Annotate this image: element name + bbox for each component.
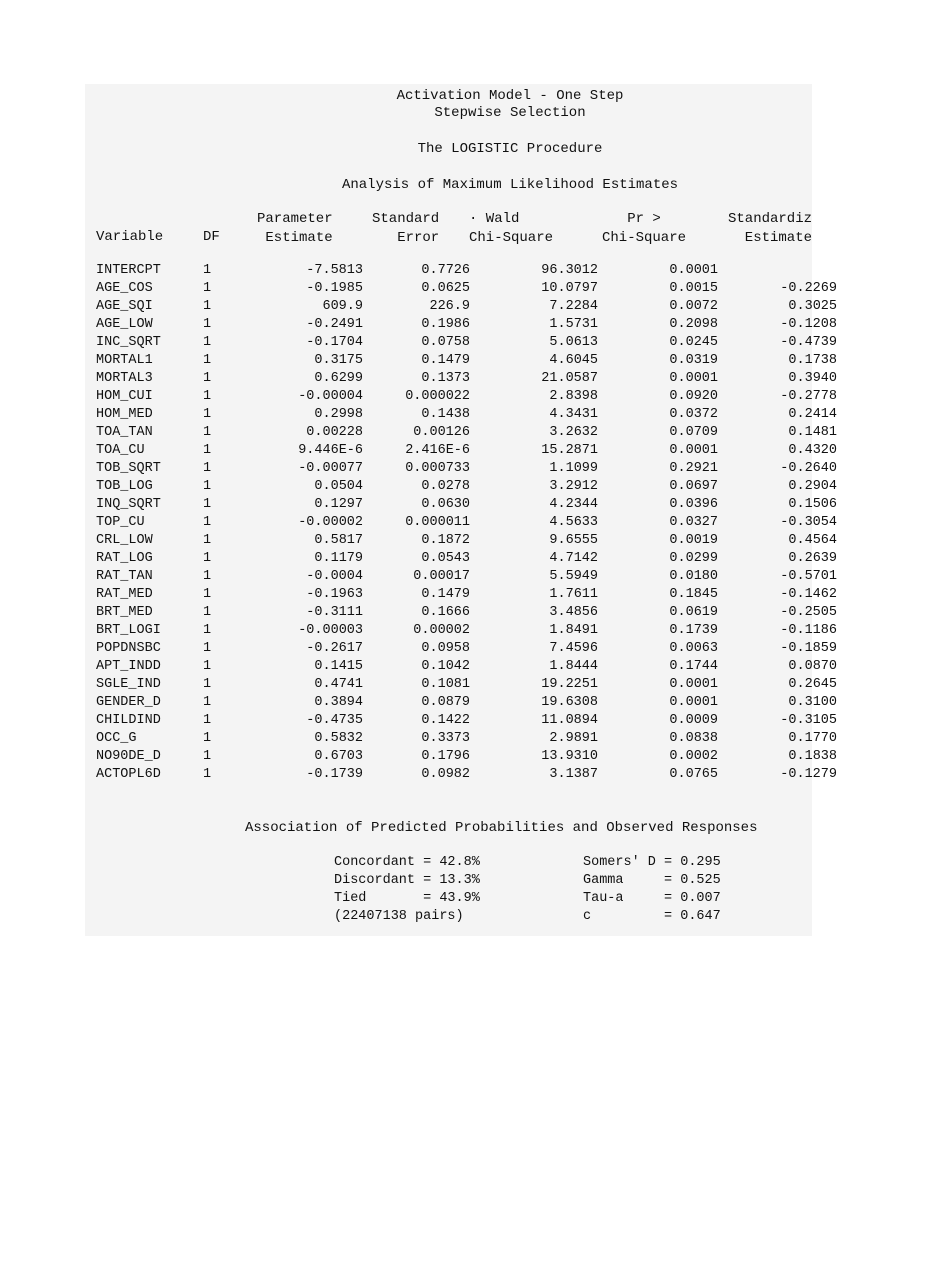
df-cell: 1 — [203, 497, 212, 512]
pr-chi-square-cell: 0.0920 — [669, 389, 718, 404]
standard-error-cell: 0.0278 — [421, 479, 470, 494]
standardized-estimate-cell: 0.3100 — [788, 695, 837, 710]
df-cell: 1 — [203, 263, 212, 278]
wald-chi-square-cell: 7.4596 — [549, 641, 598, 656]
estimate-cell: -0.1985 — [306, 281, 363, 296]
wald-chi-square-cell: 11.0894 — [541, 713, 598, 728]
df-cell: 1 — [203, 353, 212, 368]
standard-error-cell: 0.00017 — [413, 569, 470, 584]
wald-chi-square-cell: 3.1387 — [549, 767, 598, 782]
pr-chi-square-cell: 0.0396 — [669, 497, 718, 512]
variable-cell: TOB_LOG — [96, 479, 153, 494]
col-std: Standardiz Estimate — [728, 211, 813, 246]
standardized-estimate-cell: 0.2639 — [788, 551, 837, 566]
wald-chi-square-cell: 4.7142 — [549, 551, 598, 566]
variable-cell: TOA_TAN — [96, 425, 153, 440]
variable-cell: NO90DE_D — [96, 749, 161, 764]
table-row — [85, 694, 845, 712]
df-cell: 1 — [203, 569, 212, 584]
table-row — [85, 388, 845, 406]
pr-chi-square-cell: 0.0697 — [669, 479, 718, 494]
printout-scan — [85, 84, 837, 936]
variable-cell: HOM_CUI — [96, 389, 153, 404]
standard-error-cell: 0.1373 — [421, 371, 470, 386]
pr-chi-square-cell: 0.0002 — [669, 749, 718, 764]
procedure-name: The LOGISTIC Procedure — [417, 141, 603, 157]
standardized-estimate-cell: 0.2414 — [788, 407, 837, 422]
table-row — [85, 298, 845, 316]
col-pr: Pr > Chi-Square — [602, 211, 687, 246]
estimate-cell: -0.1963 — [306, 587, 363, 602]
df-cell: 1 — [203, 587, 212, 602]
wald-chi-square-cell: 7.2284 — [549, 299, 598, 314]
estimate-cell: -0.00004 — [298, 389, 363, 404]
standardized-estimate-cell: -0.3105 — [780, 713, 837, 728]
df-cell: 1 — [203, 533, 212, 548]
table-row — [85, 730, 845, 748]
wald-chi-square-cell: 2.8398 — [549, 389, 598, 404]
df-cell: 1 — [203, 551, 212, 566]
pr-chi-square-cell: 0.0001 — [669, 263, 718, 278]
pr-chi-square-cell: 0.0619 — [669, 605, 718, 620]
standard-error-cell: 0.0958 — [421, 641, 470, 656]
estimate-cell: -0.00003 — [298, 623, 363, 638]
estimate-cell: -0.00002 — [298, 515, 363, 530]
df-cell: 1 — [203, 749, 212, 764]
standardized-estimate-cell: -0.1859 — [780, 641, 837, 656]
df-cell: 1 — [203, 479, 212, 494]
wald-chi-square-cell: 1.7611 — [549, 587, 598, 602]
pr-chi-square-cell: 0.0327 — [669, 515, 718, 530]
pr-chi-square-cell: 0.0709 — [669, 425, 718, 440]
wald-chi-square-cell: 4.3431 — [549, 407, 598, 422]
df-cell: 1 — [203, 623, 212, 638]
variable-cell: HOM_MED — [96, 407, 153, 422]
estimate-cell: -0.2491 — [306, 317, 363, 332]
discordant-stat: Discordant = 13.3% — [334, 873, 480, 888]
df-cell: 1 — [203, 371, 212, 386]
estimate-cell: -0.00077 — [298, 461, 363, 476]
gamma-stat: Gamma = 0.525 — [583, 873, 721, 888]
pr-chi-square-cell: 0.2098 — [669, 317, 718, 332]
estimate-cell: 0.3175 — [314, 353, 363, 368]
standardized-estimate-cell: 0.3940 — [788, 371, 837, 386]
pr-chi-square-cell: 0.0009 — [669, 713, 718, 728]
standardized-estimate-cell: -0.2269 — [780, 281, 837, 296]
estimate-cell: -0.1704 — [306, 335, 363, 350]
table-row — [85, 676, 845, 694]
standard-error-cell: 0.1666 — [421, 605, 470, 620]
estimate-cell: 0.1415 — [314, 659, 363, 674]
standardized-estimate-cell: 0.4320 — [788, 443, 837, 458]
table-row — [85, 568, 845, 586]
wald-chi-square-cell: 5.0613 — [549, 335, 598, 350]
df-cell: 1 — [203, 335, 212, 350]
standard-error-cell: 0.1438 — [421, 407, 470, 422]
df-cell: 1 — [203, 389, 212, 404]
col-estimate: Parameter Estimate — [257, 211, 333, 246]
estimates-table — [85, 262, 845, 784]
variable-cell: CRL_LOW — [96, 533, 153, 548]
estimate-cell: 609.9 — [322, 299, 363, 314]
standard-error-cell: 0.3373 — [421, 731, 470, 746]
standardized-estimate-cell: 0.1838 — [788, 749, 837, 764]
estimate-cell: 0.00228 — [306, 425, 363, 440]
col-wald: · Wald Chi-Square — [469, 211, 554, 246]
standardized-estimate-cell: 0.1738 — [788, 353, 837, 368]
wald-chi-square-cell: 5.5949 — [549, 569, 598, 584]
table-row — [85, 766, 845, 784]
standard-error-cell: 0.0543 — [421, 551, 470, 566]
variable-cell: APT_INDD — [96, 659, 161, 674]
estimate-cell: -0.1739 — [306, 767, 363, 782]
estimate-cell: 0.4741 — [314, 677, 363, 692]
pr-chi-square-cell: 0.0319 — [669, 353, 718, 368]
wald-chi-square-cell: 1.8444 — [549, 659, 598, 674]
table-row — [85, 370, 845, 388]
variable-cell: RAT_TAN — [96, 569, 153, 584]
standardized-estimate-cell: -0.2778 — [780, 389, 837, 404]
pr-chi-square-cell: 0.0245 — [669, 335, 718, 350]
standard-error-cell: 0.1872 — [421, 533, 470, 548]
standardized-estimate-cell: 0.2645 — [788, 677, 837, 692]
pr-chi-square-cell: 0.0001 — [669, 695, 718, 710]
standardized-estimate-cell: 0.0870 — [788, 659, 837, 674]
estimate-cell: 0.0504 — [314, 479, 363, 494]
table-row — [85, 424, 845, 442]
pr-chi-square-cell: 0.0372 — [669, 407, 718, 422]
standardized-estimate-cell: -0.1279 — [780, 767, 837, 782]
pr-chi-square-cell: 0.0299 — [669, 551, 718, 566]
estimate-cell: 0.6299 — [314, 371, 363, 386]
wald-chi-square-cell: 19.2251 — [541, 677, 598, 692]
variable-cell: INQ_SQRT — [96, 497, 161, 512]
concordant-stat: Concordant = 42.8% — [334, 855, 480, 870]
standard-error-cell: 0.0879 — [421, 695, 470, 710]
wald-chi-square-cell: 19.6308 — [541, 695, 598, 710]
standard-error-cell: 226.9 — [429, 299, 470, 314]
table-row — [85, 658, 845, 676]
standard-error-cell: 0.00002 — [413, 623, 470, 638]
standard-error-cell: 0.1796 — [421, 749, 470, 764]
standard-error-cell: 0.0758 — [421, 335, 470, 350]
estimate-cell: 0.1297 — [314, 497, 363, 512]
estimate-cell: 0.2998 — [314, 407, 363, 422]
wald-chi-square-cell: 1.5731 — [549, 317, 598, 332]
table-row — [85, 550, 845, 568]
somers-d-stat: Somers' D = 0.295 — [583, 855, 721, 870]
standard-error-cell: 0.1081 — [421, 677, 470, 692]
estimate-cell: -7.5813 — [306, 263, 363, 278]
estimate-cell: 0.1179 — [314, 551, 363, 566]
standard-error-cell: 0.0630 — [421, 497, 470, 512]
variable-cell: OCC_G — [96, 731, 137, 746]
pr-chi-square-cell: 0.0015 — [669, 281, 718, 296]
wald-chi-square-cell: 96.3012 — [541, 263, 598, 278]
wald-chi-square-cell: 13.9310 — [541, 749, 598, 764]
standardized-estimate-cell: -0.1208 — [780, 317, 837, 332]
df-cell: 1 — [203, 515, 212, 530]
df-cell: 1 — [203, 299, 212, 314]
df-cell: 1 — [203, 641, 212, 656]
df-cell: 1 — [203, 281, 212, 296]
df-cell: 1 — [203, 407, 212, 422]
standard-error-cell: 0.1479 — [421, 587, 470, 602]
df-cell: 1 — [203, 677, 212, 692]
pr-chi-square-cell: 0.0838 — [669, 731, 718, 746]
table-row — [85, 460, 845, 478]
variable-cell: RAT_LOG — [96, 551, 153, 566]
table-row — [85, 532, 845, 550]
variable-cell: RAT_MED — [96, 587, 153, 602]
standard-error-cell: 0.1042 — [421, 659, 470, 674]
variable-cell: AGE_COS — [96, 281, 153, 296]
table-row — [85, 496, 845, 514]
col-variable: Variable — [96, 229, 164, 245]
pr-chi-square-cell: 0.0180 — [669, 569, 718, 584]
table-row — [85, 640, 845, 658]
wald-chi-square-cell: 4.2344 — [549, 497, 598, 512]
standardized-estimate-cell: -0.2505 — [780, 605, 837, 620]
table-row — [85, 352, 845, 370]
pr-chi-square-cell: 0.1744 — [669, 659, 718, 674]
table-row — [85, 622, 845, 640]
standard-error-cell: 0.1422 — [421, 713, 470, 728]
estimate-cell: 0.6703 — [314, 749, 363, 764]
standard-error-cell: 0.1479 — [421, 353, 470, 368]
pairs-stat: (22407138 pairs) — [334, 909, 464, 924]
table-row — [85, 514, 845, 532]
standard-error-cell: 0.0625 — [421, 281, 470, 296]
table-row — [85, 586, 845, 604]
association-title: Association of Predicted Probabilities and Observed Responses — [245, 820, 758, 836]
estimate-cell: 9.446E-6 — [298, 443, 363, 458]
df-cell: 1 — [203, 767, 212, 782]
df-cell: 1 — [203, 461, 212, 476]
table-row — [85, 712, 845, 730]
df-cell: 1 — [203, 713, 212, 728]
c-stat: c = 0.647 — [583, 909, 721, 924]
standardized-estimate-cell: -0.1186 — [780, 623, 837, 638]
variable-cell: TOA_CU — [96, 443, 145, 458]
estimate-cell: -0.4735 — [306, 713, 363, 728]
standard-error-cell: 0.1986 — [421, 317, 470, 332]
wald-chi-square-cell: 3.2632 — [549, 425, 598, 440]
variable-cell: SGLE_IND — [96, 677, 161, 692]
variable-cell: ACTOPL6D — [96, 767, 161, 782]
variable-cell: INC_SQRT — [96, 335, 161, 350]
wald-chi-square-cell: 3.4856 — [549, 605, 598, 620]
standardized-estimate-cell: 0.1481 — [788, 425, 837, 440]
wald-chi-square-cell: 2.9891 — [549, 731, 598, 746]
variable-cell: POPDNSBC — [96, 641, 161, 656]
wald-chi-square-cell: 4.5633 — [549, 515, 598, 530]
report-subtitle: Stepwise Selection — [434, 105, 586, 121]
pr-chi-square-cell: 0.2921 — [669, 461, 718, 476]
wald-chi-square-cell: 1.8491 — [549, 623, 598, 638]
table-row — [85, 406, 845, 424]
pr-chi-square-cell: 0.0063 — [669, 641, 718, 656]
table-row — [85, 316, 845, 334]
variable-cell: TOB_SQRT — [96, 461, 161, 476]
variable-cell: CHILDIND — [96, 713, 161, 728]
col-se: Standard Error — [372, 211, 440, 246]
standard-error-cell: 0.000022 — [405, 389, 470, 404]
standardized-estimate-cell: 0.4564 — [788, 533, 837, 548]
standard-error-cell: 0.0982 — [421, 767, 470, 782]
analysis-title: Analysis of Maximum Likelihood Estimates — [341, 177, 679, 193]
df-cell: 1 — [203, 443, 212, 458]
standard-error-cell: 0.000733 — [405, 461, 470, 476]
standard-error-cell: 2.416E-6 — [405, 443, 470, 458]
standard-error-cell: 0.000011 — [405, 515, 470, 530]
table-row — [85, 280, 845, 298]
standardized-estimate-cell: -0.4739 — [780, 335, 837, 350]
pr-chi-square-cell: 0.0072 — [669, 299, 718, 314]
pr-chi-square-cell: 0.0765 — [669, 767, 718, 782]
standardized-estimate-cell: 0.2904 — [788, 479, 837, 494]
standardized-estimate-cell: 0.1506 — [788, 497, 837, 512]
variable-cell: BRT_LOGI — [96, 623, 161, 638]
estimate-cell: 0.3894 — [314, 695, 363, 710]
pr-chi-square-cell: 0.0001 — [669, 371, 718, 386]
pr-chi-square-cell: 0.0001 — [669, 677, 718, 692]
table-row — [85, 262, 845, 280]
standard-error-cell: 0.00126 — [413, 425, 470, 440]
pr-chi-square-cell: 0.0019 — [669, 533, 718, 548]
table-row — [85, 334, 845, 352]
variable-cell: MORTAL1 — [96, 353, 153, 368]
report-title: Activation Model - One Step — [396, 88, 624, 104]
standardized-estimate-cell: -0.1462 — [780, 587, 837, 602]
estimate-cell: 0.5832 — [314, 731, 363, 746]
variable-cell: TOP_CU — [96, 515, 145, 530]
table-row — [85, 748, 845, 766]
tau-a-stat: Tau-a = 0.007 — [583, 891, 721, 906]
standardized-estimate-cell: 0.1770 — [788, 731, 837, 746]
variable-cell: AGE_SQI — [96, 299, 153, 314]
standard-error-cell: 0.7726 — [421, 263, 470, 278]
df-cell: 1 — [203, 659, 212, 674]
estimate-cell: 0.5817 — [314, 533, 363, 548]
standardized-estimate-cell: -0.5701 — [780, 569, 837, 584]
wald-chi-square-cell: 3.2912 — [549, 479, 598, 494]
estimate-cell: -0.0004 — [306, 569, 363, 584]
variable-cell: BRT_MED — [96, 605, 153, 620]
tied-stat: Tied = 43.9% — [334, 891, 480, 906]
wald-chi-square-cell: 10.0797 — [541, 281, 598, 296]
df-cell: 1 — [203, 425, 212, 440]
estimate-cell: -0.3111 — [306, 605, 363, 620]
variable-cell: INTERCPT — [96, 263, 161, 278]
table-row — [85, 478, 845, 496]
wald-chi-square-cell: 4.6045 — [549, 353, 598, 368]
pr-chi-square-cell: 0.0001 — [669, 443, 718, 458]
pr-chi-square-cell: 0.1845 — [669, 587, 718, 602]
wald-chi-square-cell: 15.2871 — [541, 443, 598, 458]
variable-cell: AGE_LOW — [96, 317, 153, 332]
wald-chi-square-cell: 21.0587 — [541, 371, 598, 386]
df-cell: 1 — [203, 317, 212, 332]
table-row — [85, 442, 845, 460]
wald-chi-square-cell: 1.1099 — [549, 461, 598, 476]
pr-chi-square-cell: 0.1739 — [669, 623, 718, 638]
col-df: DF — [203, 229, 220, 245]
wald-chi-square-cell: 9.6555 — [549, 533, 598, 548]
standardized-estimate-cell: -0.3054 — [780, 515, 837, 530]
table-row — [85, 604, 845, 622]
df-cell: 1 — [203, 695, 212, 710]
variable-cell: GENDER_D — [96, 695, 161, 710]
standardized-estimate-cell: 0.3025 — [788, 299, 837, 314]
df-cell: 1 — [203, 731, 212, 746]
variable-cell: MORTAL3 — [96, 371, 153, 386]
df-cell: 1 — [203, 605, 212, 620]
estimate-cell: -0.2617 — [306, 641, 363, 656]
standardized-estimate-cell: -0.2640 — [780, 461, 837, 476]
